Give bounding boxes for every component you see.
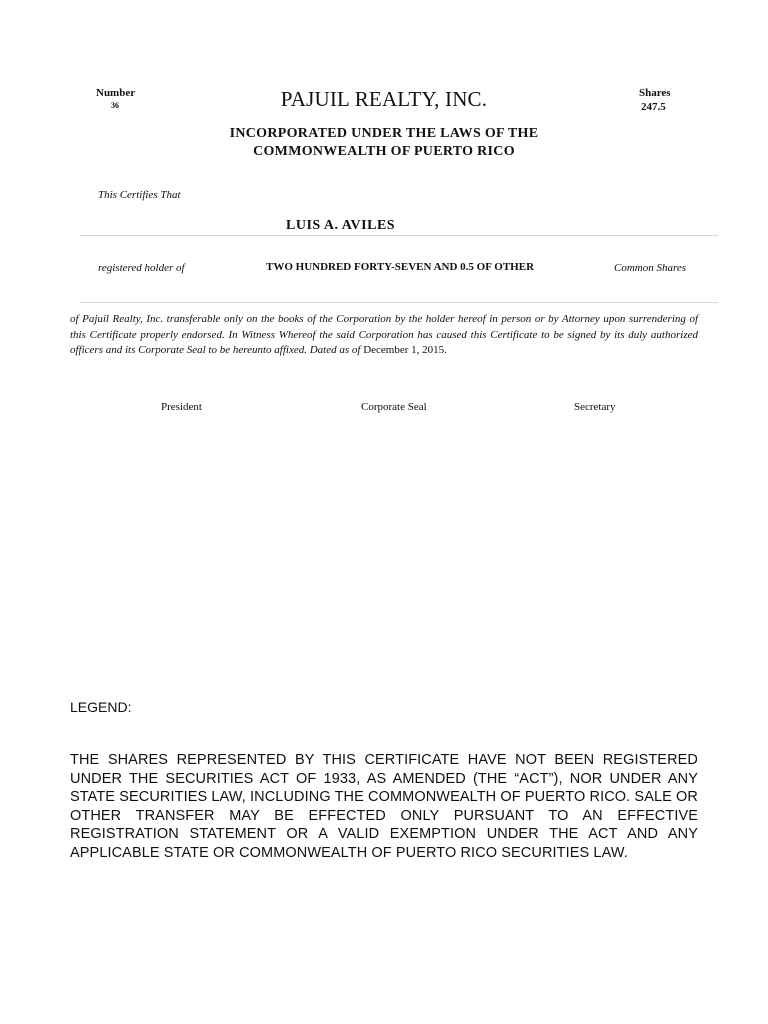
certificate-number-label: Number xyxy=(96,87,136,99)
certifies-label: This Certifies That xyxy=(98,189,181,201)
shares-label: Shares xyxy=(639,87,671,99)
holder-name: LUIS A. AVILES xyxy=(286,218,396,233)
incorporation-line-2: COMMONWEALTH OF PUERTO RICO xyxy=(253,144,515,159)
legend-title: LEGEND: xyxy=(70,699,132,715)
registered-holder-label: registered holder of xyxy=(98,262,185,274)
legend-text: THE SHARES REPRESENTED BY THIS CERTIFICATE HAVE NOT BEEN REGISTERED UNDER THE SECURITIES ACT OF 1933, AS AMENDED (THE “ACT”), NOR UNDER ANY STATE SECURITIES LAW, INCLUDING THE COMMONWEALTH OF PUERTO RICO. SALE OR OTHER TRANSFER MAY BE EFFECTED ONLY PURSUANT TO AN EFFECTIVE REGISTRATION STATEMENT OR A VALID EXEMPTION UNDER THE ACT AND ANY APPLICABLE STATE OR COMMONWEALTH OF PUERTO RICO SECURITIES LAW. xyxy=(70,752,698,861)
share-amount-words: TWO HUNDRED FORTY-SEVEN AND 0.5 OF OTHER xyxy=(266,261,535,273)
shares-value: 247.5 xyxy=(641,101,666,113)
president-signature-label: President xyxy=(161,401,202,413)
secretary-signature-label: Secretary xyxy=(574,401,616,413)
certificate-number-value: 36 xyxy=(111,101,119,110)
divider-line xyxy=(80,302,718,303)
certificate-body-text: of Pajuil Realty, Inc. transferable only on the books of the Corporation by the holder hereof in person or by Attorney upon surrendering of this Certificate properly endorsed. In Witness Whereof the said Corporation has caused this Certificate to be signed by its duly authorized officers and its Corporate Seal to be hereunto affixed. Dated as of xyxy=(70,313,698,356)
certificate-body-paragraph xyxy=(70,312,698,359)
share-class: Common Shares xyxy=(614,262,687,274)
incorporation-line-1: INCORPORATED UNDER THE LAWS OF THE xyxy=(229,126,539,141)
corporate-seal-label: Corporate Seal xyxy=(361,401,427,413)
divider-line xyxy=(80,235,718,236)
incorporation-statement xyxy=(0,125,768,161)
certificate-date: December 1, 2015. xyxy=(363,344,447,356)
company-name-title: PAJUIL REALTY, INC. xyxy=(280,87,488,111)
